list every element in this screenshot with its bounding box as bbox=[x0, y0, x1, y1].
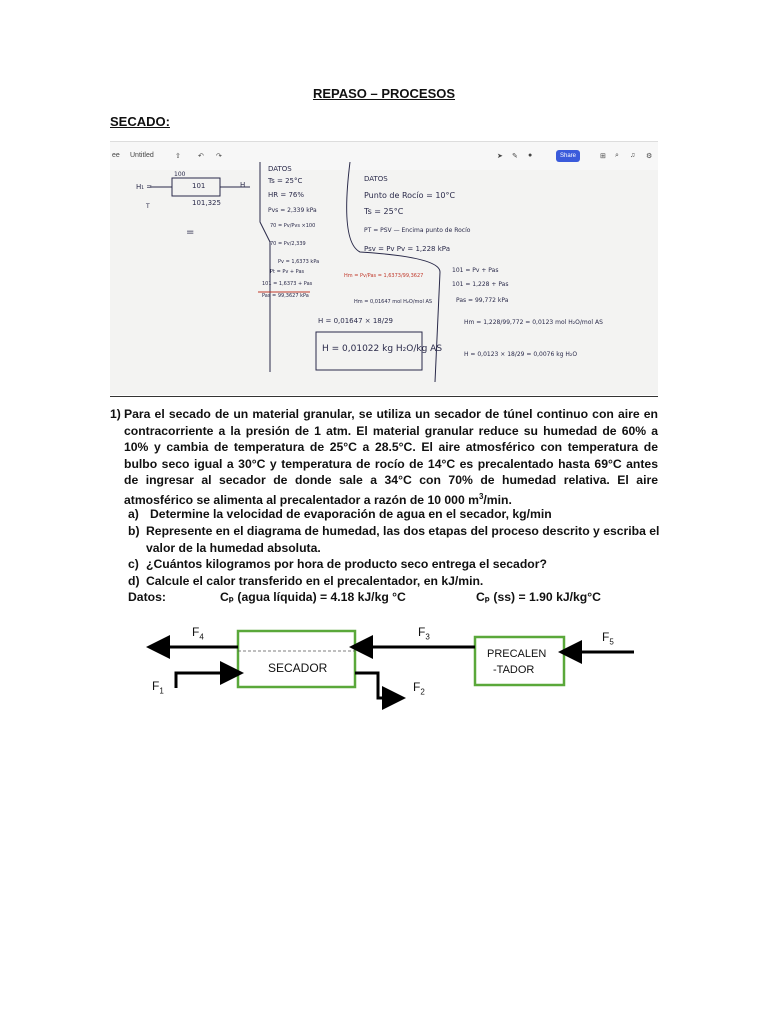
right-datos: DATOS bbox=[364, 175, 388, 183]
grid-icon[interactable]: ⊞ bbox=[600, 153, 606, 160]
item-d-text: Calcule el calor transferido en el precalentador, en kJ/min. bbox=[146, 574, 484, 588]
problem-statement bbox=[110, 406, 658, 508]
left-ts: Ts = 25°C bbox=[268, 177, 303, 185]
stream-f5: $F_5$ bbox=[602, 630, 614, 647]
cursor-icon[interactable]: ➤ bbox=[497, 153, 503, 160]
share-button[interactable]: Share bbox=[556, 150, 580, 162]
avatar[interactable]: ● bbox=[528, 152, 533, 159]
stream-f4: $F_4$ bbox=[192, 625, 204, 642]
whiteboard-screenshot bbox=[110, 141, 658, 395]
right-rocio: Punto de Rocío = 10°C bbox=[364, 191, 456, 200]
right-pt: PT = PSV — Encima punto de Rocío bbox=[364, 227, 471, 234]
item-b-mark: b) bbox=[128, 524, 140, 538]
left-pas: Pas = 99,3627 kPa bbox=[262, 293, 309, 299]
left-pt: Pt = Pv + Pas bbox=[270, 269, 305, 275]
cp-solid: Cₚ (ss) = 1.90 kJ/kg°C bbox=[476, 590, 601, 604]
bell-icon[interactable]: ♫ bbox=[630, 152, 636, 159]
mid-h-result: H = 0,01022 kg H₂O/kg AS bbox=[322, 344, 443, 354]
mid-hm: Hm = 0,01647 mol H₂O/mol AS bbox=[354, 299, 433, 305]
left-pv: Pv = 1,6373 kPa bbox=[278, 259, 320, 265]
right-pv: Psv = Pv Pv = 1,228 kPa bbox=[364, 245, 450, 253]
superscript: 3 bbox=[478, 491, 484, 501]
item-d-mark: d) bbox=[128, 574, 140, 588]
process-diagram bbox=[0, 615, 768, 725]
problem-body: Para el secado de un material granular, se utiliza un secador de túnel continuo con aire en contracorriente a la presión de 1 atm. El material granular reduce su humedad de 60% a 10% y cambia de temperatura de 25°C a 28.5°C. El aire atmosférico con temperatura de bulbo seco igual a 30°C y temperatura de rocío de 14°C es precalentado hasta 69°C antes de ingresar al secador de donde sale a 34°C con 70% de humedad relativa. El aire atmosférico se alimenta al precalentador a razón de 10 000 m bbox=[124, 407, 658, 507]
tab-title[interactable]: Untitled bbox=[130, 152, 154, 159]
stream-f1: $F_1$ bbox=[152, 679, 164, 696]
left-pvs: Pvs = 2,339 kPa bbox=[268, 207, 317, 214]
stream-f2: $F_2$ bbox=[413, 680, 425, 697]
left-hr: HR = 76% bbox=[268, 191, 305, 199]
left-frac1: 70 = Pv/Pvs ×100 bbox=[270, 223, 316, 229]
right-hm: Hm = 1,228/99,772 = 0,0123 mol H₂O/mol AS bbox=[464, 319, 603, 326]
h-note: H bbox=[240, 181, 246, 189]
settings-icon[interactable]: ⚙ bbox=[646, 153, 653, 160]
precalentador-box bbox=[475, 637, 564, 685]
right-pas: Pas = 99,772 kPa bbox=[456, 297, 509, 304]
section-heading: SECADO: bbox=[110, 114, 170, 129]
item-b-text-cont: valor de la humedad absoluta. bbox=[146, 541, 321, 555]
precalentador-label-2: -TADOR bbox=[493, 664, 535, 676]
box-top-label: 100 bbox=[174, 171, 186, 178]
problem-body-end: /min. bbox=[483, 492, 512, 507]
left-sum: 101 = 1,6373 + Pas bbox=[262, 281, 313, 287]
equals-note: = bbox=[186, 227, 195, 238]
right-eq2: 101 = 1,228 + Pas bbox=[452, 281, 509, 288]
item-c-text: ¿Cuántos kilogramos por hora de producto seco entrega el secador? bbox=[146, 557, 547, 571]
undo-icon[interactable]: ↶ bbox=[198, 153, 204, 160]
mid-h-calc: H = 0,01647 × 18/29 bbox=[318, 317, 394, 325]
item-a-text: Determine la velocidad de evaporación de agua en el secador, kg/min bbox=[150, 507, 552, 521]
stream-f3: $F_3$ bbox=[418, 625, 430, 642]
right-ts: Ts = 25°C bbox=[364, 207, 404, 216]
right-h: H = 0,0123 × 18/29 = 0,0076 kg H₂O bbox=[464, 351, 578, 358]
search-icon[interactable]: ⌕ bbox=[615, 152, 619, 159]
problem-number: 1) bbox=[110, 407, 121, 421]
page-title: REPASO – PROCESOS bbox=[312, 86, 456, 101]
pressure-note: 101,325 bbox=[192, 199, 221, 207]
menu-icon[interactable]: ee bbox=[112, 152, 120, 159]
item-c-mark: c) bbox=[128, 557, 139, 571]
pen-icon[interactable]: ✎ bbox=[512, 153, 518, 160]
t-note: T bbox=[146, 203, 150, 210]
secador-box bbox=[238, 631, 355, 687]
mid-hm-frac: Hm = Pv/Pas = 1,6373/99,3627 bbox=[344, 273, 424, 279]
upload-icon[interactable]: ⇧ bbox=[175, 153, 181, 160]
item-a-mark: a) bbox=[128, 507, 139, 521]
item-b-text: Represente en el diagrama de humedad, las dos etapas del proceso descrito y escriba el bbox=[146, 524, 660, 538]
datos-label: Datos: bbox=[128, 590, 166, 604]
problem-text bbox=[124, 406, 658, 508]
cp-water: Cₚ (agua líquida) = 4.18 kJ/kg °C bbox=[220, 590, 406, 604]
left-frac2: 70 = Pv/2,339 bbox=[270, 241, 306, 247]
left-datos: DATOS bbox=[268, 165, 292, 173]
divider bbox=[110, 396, 658, 397]
box-value: 101 bbox=[192, 182, 206, 190]
redo-icon[interactable]: ↷ bbox=[216, 153, 222, 160]
h1-note: H₁ = bbox=[136, 183, 153, 191]
secador-label: SECADOR bbox=[268, 661, 328, 675]
precalentador-label-1: PRECALEN bbox=[487, 648, 547, 660]
right-eq1: 101 = Pv + Pas bbox=[452, 267, 499, 274]
